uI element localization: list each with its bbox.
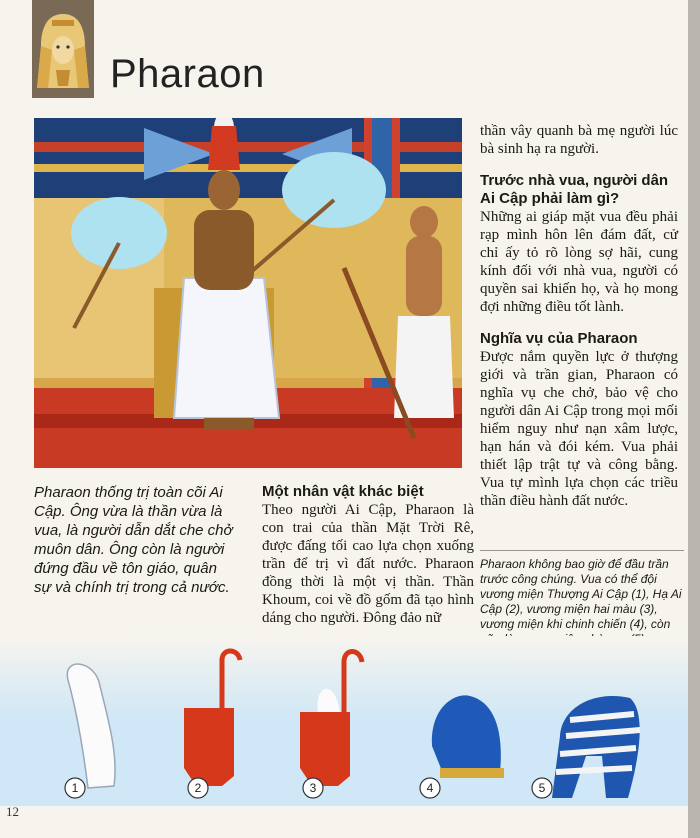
crown-number-5: 5 [538, 781, 546, 795]
crown-number-2: 2 [194, 781, 202, 795]
right-text-column [480, 122, 678, 510]
section-body-distinct-figure: Theo người Ai Cập, Pharaon là con trai của thần Mặt Trời Rê, được đấng tối cao lựa chọn xuống trần để trị vì đất nước. Pharaon đồng thời là một vị thần. Thần Khoum, coi về đồ gốm đã tạo hình dáng cho người. Đông đảo nữ [262, 502, 474, 626]
page-number: 12 [6, 804, 19, 819]
crowns-caption: Pharaon không bao giờ để đầu trần trước công chúng. Vua có thể đội vương miện Thượng Ai Cập (1), Hạ Ai Cập (2), vương miện hai màu (3), vương miện khi chinh chiến (4), còn [480, 550, 684, 647]
section-heading-distinct-figure: Một nhân vật khác biệt [262, 483, 424, 500]
section-body-before-king: Những ai giáp mặt vua đều phải rạp mình hôn lên đám đất, cử chỉ ấy tỏ rõ lòng sợ hãi, cung kính đối với nhà vua, người có quyền sai khiến họ, và họ mong đợi những điều tốt lành. [480, 209, 678, 315]
pharaoh-mask-icon [32, 0, 94, 98]
section-heading-before-king: Trước nhà vua, người dân Ai Cập phải làm gì? [480, 172, 669, 207]
illustration-caption: Pharaon thống trị toàn cõi Ai Cập. Ông vừa là thần vừa là vua, là người dẫn dắt che chở muôn dân. Ông còn là người đứng đầu về tôn giáo, quân sự và chính trị trong cả nước. [34, 484, 233, 596]
page-title: Pharaon [110, 52, 265, 96]
crown-number-1: 1 [71, 781, 79, 795]
middle-text-column [262, 483, 474, 627]
section-heading-duties: Nghĩa vụ của Pharaon [480, 330, 638, 347]
section-body-duties: Được nắm quyền lực ở thượng giới và trần gian, Pharaon có nghĩa vụ che chở, bảo vệ cho người dân Ai Cập trong mọi mối hiểm nguy như nạn xâm lược, hạn hán và đói kém. Vua phải thiết lập trật tự và công bằng. Vua tự mình lựa chọn các triều thần điều hành đất nước. [480, 349, 678, 509]
crown-number-3: 3 [309, 781, 317, 795]
crowns-strip [0, 636, 700, 816]
pharaoh-throne-illustration [34, 118, 462, 468]
crown-number-4: 4 [426, 781, 434, 795]
intro-paragraph: thần vây quanh bà mẹ người lúc bà sinh hạ ra người. [480, 123, 678, 157]
pharaoh-head-emblem [32, 0, 94, 98]
